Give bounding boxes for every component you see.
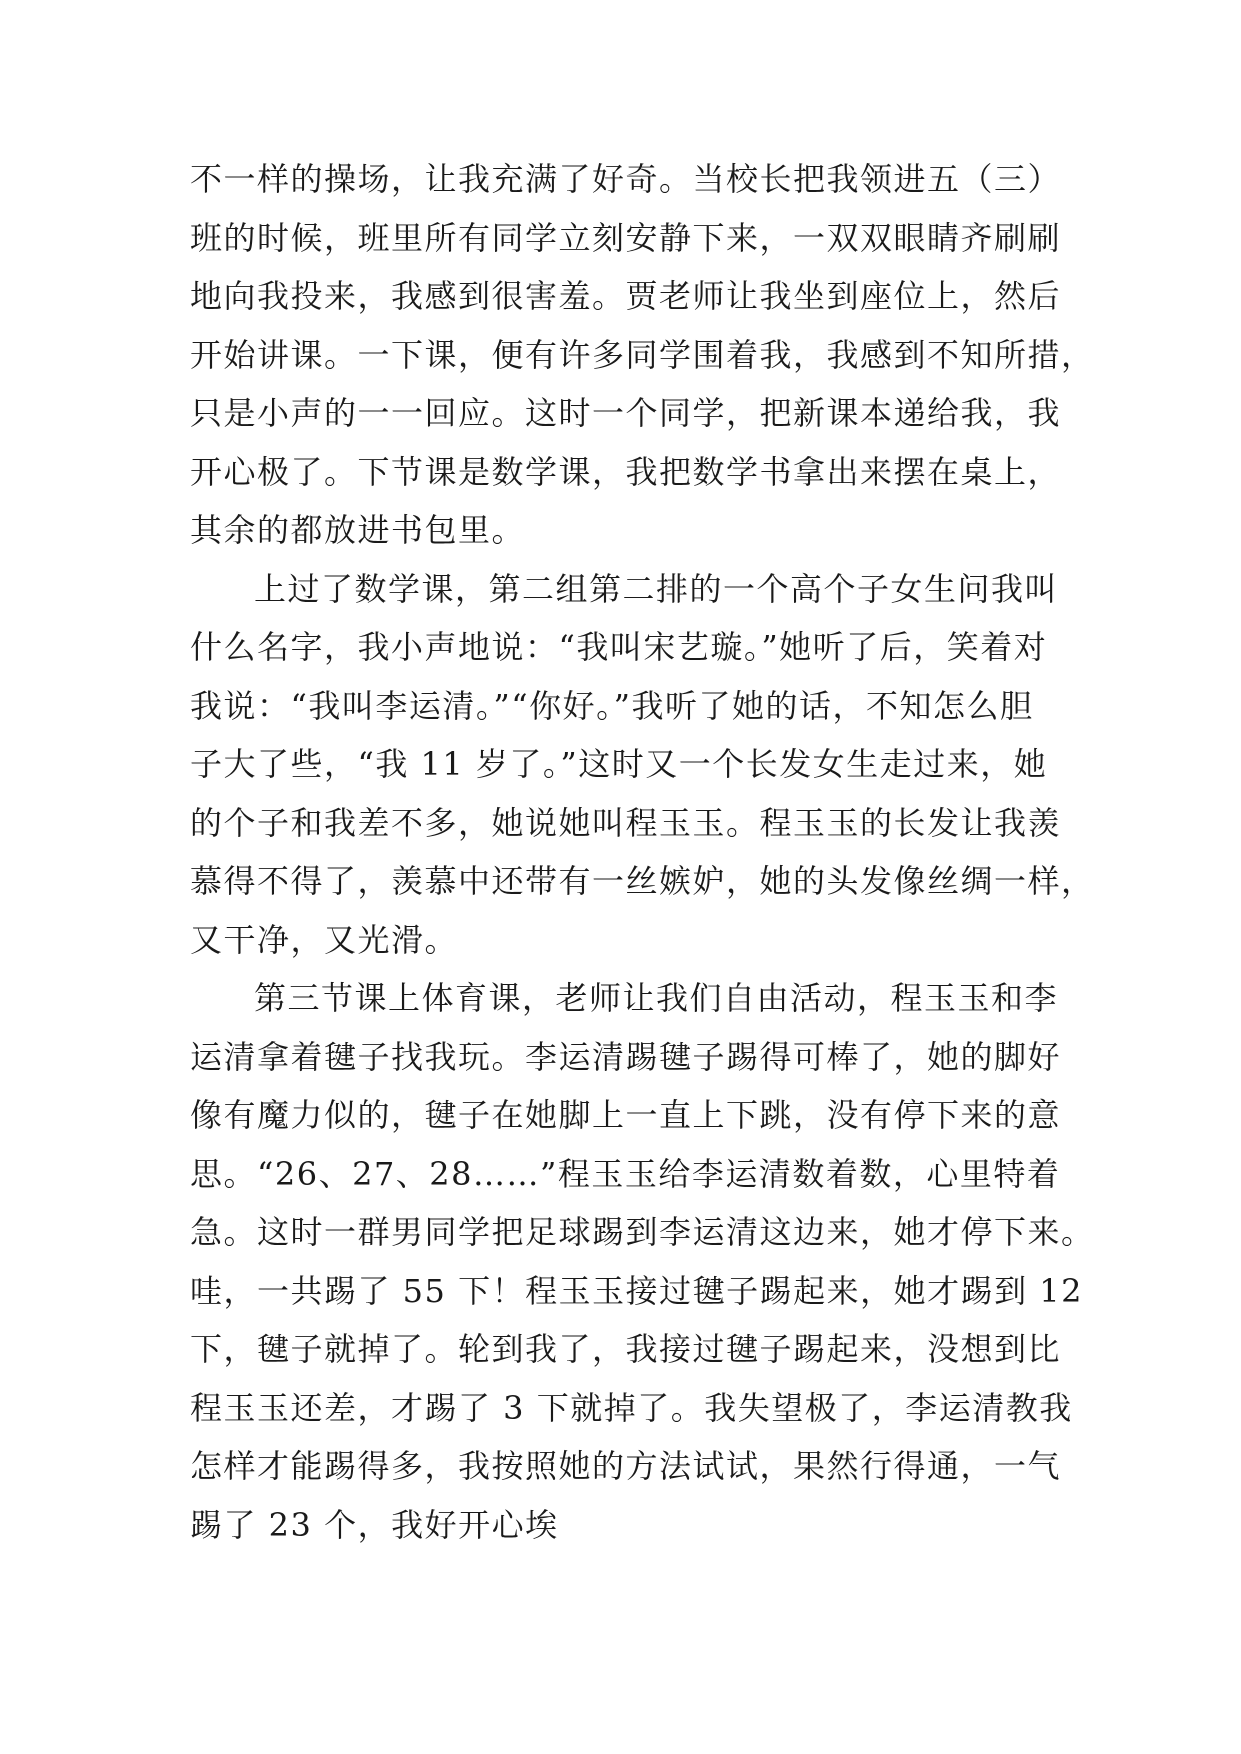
text-line: 的个子和我差不多，她说她叫程玉玉。程玉玉的长发让我羡 (190, 803, 1062, 842)
text-line: 下，毽子就掉了。轮到我了，我接过毽子踢起来，没想到比 (190, 1330, 1062, 1368)
text-line: 怎样才能踢得多，我按照她的方法试试，果然行得通，一气 (190, 1447, 1062, 1485)
text-line: 子大了些，“我 11 岁了。”这时又一个长发女生走过来，她 (190, 745, 1048, 783)
text-line: 哇，一共踢了 55 下！程玉玉接过毽子踢起来，她才踢到 12 (190, 1271, 1083, 1310)
body-text (190, 150, 1095, 1554)
text-line: 急。这时一群男同学把足球踢到李运清这边来，她才停下来。 (190, 1213, 1095, 1251)
text-line: 第三节课上体育课，老师让我们自由活动，程玉玉和李 (254, 979, 1059, 1017)
text-line: 慕得不得了，羡慕中还带有一丝嫉妒，她的头发像丝绸一样， (190, 862, 1095, 900)
text-line: 我说：“我叫李运清。”“你好。”我听了她的话，不知怎么胆 (190, 686, 1034, 725)
text-line: 地向我投来，我感到很害羞。贾老师让我坐到座位上，然后 (190, 277, 1062, 315)
text-line: 只是小声的一一回应。这时一个同学，把新课本递给我，我 (190, 394, 1062, 432)
text-line: 又干净，又光滑。 (190, 920, 459, 959)
text-line: 什么名字，我小声地说：“我叫宋艺璇。”她听了后，笑着对 (190, 628, 1048, 666)
text-line: 开心极了。下节课是数学课，我把数学书拿出来摆在桌上， (190, 452, 1062, 491)
text-line: 运清拿着毽子找我玩。李运清踢毽子踢得可棒了，她的脚好 (190, 1037, 1062, 1076)
text-line: 像有魔力似的，毽子在她脚上一直上下跳，没有停下来的意 (190, 1096, 1062, 1134)
text-line: 不一样的操场，让我充满了好奇。当校长把我领进五（三） (190, 160, 1062, 198)
paragraph-3 (190, 969, 1095, 1554)
text-line: 踢了 23 个，我好开心埃 (190, 1505, 559, 1544)
text-line: 其余的都放进书包里。 (190, 511, 526, 549)
text-line: 思。“26、27、28……”程玉玉给李运清数着数，心里特着 (190, 1154, 1061, 1193)
paragraph-2 (190, 560, 1095, 970)
text-line: 程玉玉还差，才踢了 3 下就掉了。我失望极了，李运清教我 (190, 1388, 1073, 1427)
text-line: 班的时候，班里所有同学立刻安静下来，一双双眼睛齐刷刷 (190, 218, 1062, 257)
text-line: 开始讲课。一下课，便有许多同学围着我，我感到不知所措， (190, 335, 1095, 374)
paragraph-1 (190, 150, 1095, 560)
text-line: 上过了数学课，第二组第二排的一个高个子女生问我叫 (254, 569, 1059, 608)
